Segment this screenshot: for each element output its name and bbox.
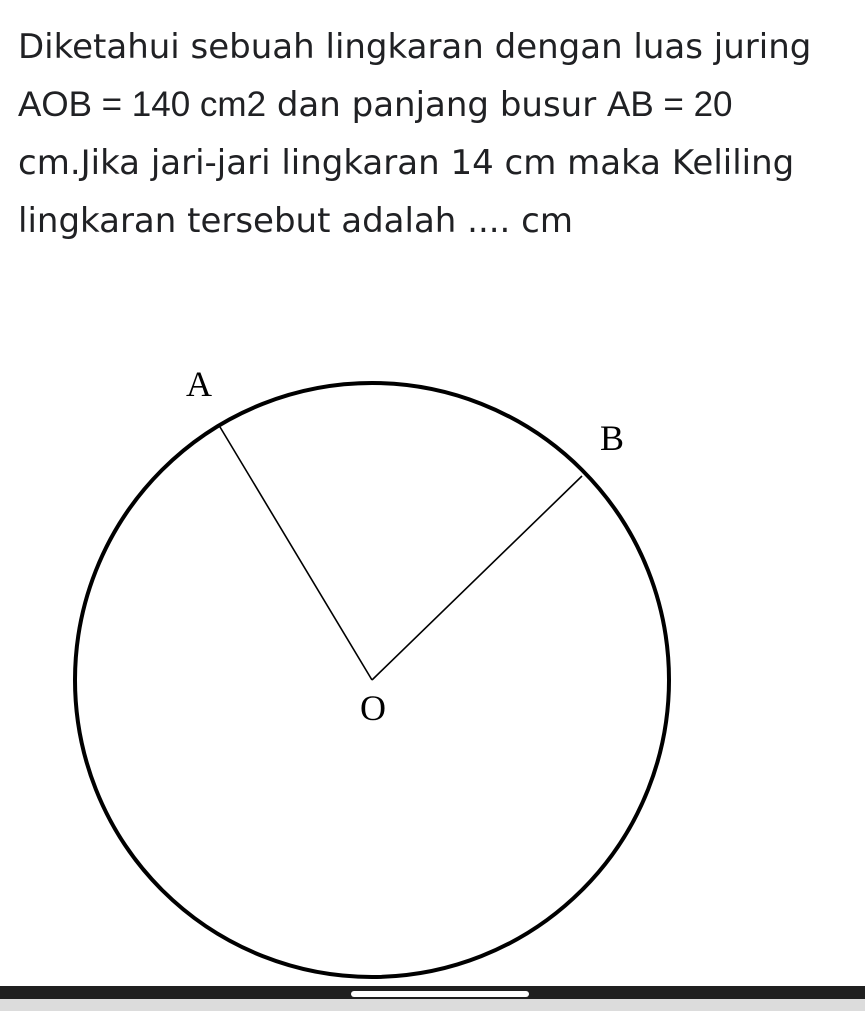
label-o: O [360, 688, 386, 728]
home-gesture-handle[interactable] [351, 991, 529, 997]
question-line-1: Diketahui sebuah lingkaran dengan luas juring [18, 27, 812, 67]
label-b: B [600, 418, 625, 458]
navigation-bar-bottom-strip [0, 999, 865, 1011]
label-a: A [186, 364, 212, 404]
question-line-4: lingkaran tersebut adalah .... cm [18, 201, 573, 241]
arc-length-expression: AB = 20 [607, 85, 733, 124]
sector-area-expression: AOB = 140 cm2 [18, 85, 267, 124]
radius-ob [372, 476, 582, 680]
question-line-2-text: dan panjang busur [266, 85, 607, 125]
radius-oa [220, 427, 372, 680]
question-line-3: cm.Jika jari-jari lingkaran 14 cm maka Keliling [18, 143, 795, 183]
